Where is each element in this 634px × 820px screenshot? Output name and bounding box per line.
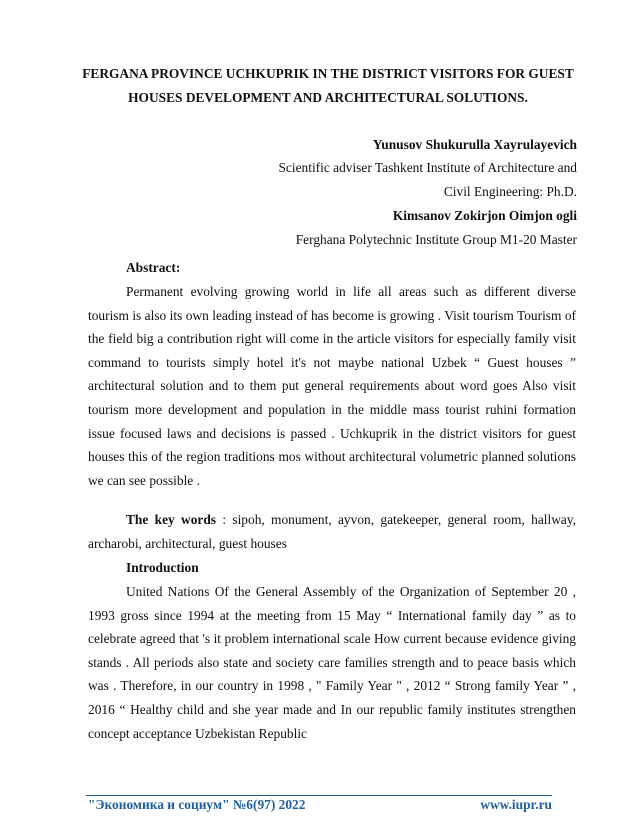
abstract-paragraph: Permanent evolving growing world in life all areas such as different diverse tourism is also its own leading instead of has become is growing . Visit tourism Tourism of the field big a contribution right will come in the article visitors for especially family visit command to tourists simply hotel it's not maybe national Uzbek “ Guest houses ” architectural solution and to them put general requirements about word goes Also visit tourism more development and population in the middle mass tourist ruhini formation issue focused laws and decisions is passed . Uchkuprik in the district visitors for guest houses this of the region traditions mos without architectural volumetric planned solutions we can see possible . [88, 284, 576, 488]
author-1-name: Yunusov Shukurulla Xayrulayevich [372, 137, 577, 152]
introduction-paragraph: United Nations Of the General Assembly of the Organization of September 20 , 1993 gross since 1994 at the meeting from 15 May “ International family day ” as to celebrate agreed that 's it problem international scale How current because evidence giving stands . All periods also state and society care families strength and to peace basis which was . Therefore, in our country in 1998 , " Family Year " , 2012 “ Strong family Year ” , 2016 “ Healthy child and she year made and In our republic family institutes strengthen concept acceptance Uzbekistan Republic [88, 584, 576, 741]
keywords-list: : sipoh, monument, ayvon, gatekeeper, general room, hallway, archarobi, architectural, guest houses [88, 512, 576, 551]
paper-title: FERGANA PROVINCE UCHKUPRIK IN THE DISTRICT VISITORS FOR GUEST HOUSES DEVELOPMENT AND ARCHITECTURAL SOLUTIONS. [82, 66, 574, 105]
keywords-label: The key words [126, 512, 217, 527]
introduction-heading: Introduction [126, 560, 199, 575]
abstract-heading: Abstract: [126, 260, 181, 275]
footer-divider [86, 795, 552, 796]
author-2-name: Kimsanov Zokirjon Oimjon ogli [392, 208, 577, 223]
author-1-affiliation-line-2: Civil Engineering: Ph.D. [443, 184, 577, 199]
footer-website-link[interactable]: www.iupr.ru [480, 797, 552, 812]
keywords-paragraph [88, 508, 576, 555]
author-1-affiliation-line-1: Scientific adviser Tashkent Institute of Architecture and [278, 160, 577, 175]
footer-journal: "Экономика и социум" №6(97) 2022 [88, 797, 306, 812]
author-2-affiliation: Ferghana Polytechnic Institute Group M1-20 Master [295, 232, 577, 247]
